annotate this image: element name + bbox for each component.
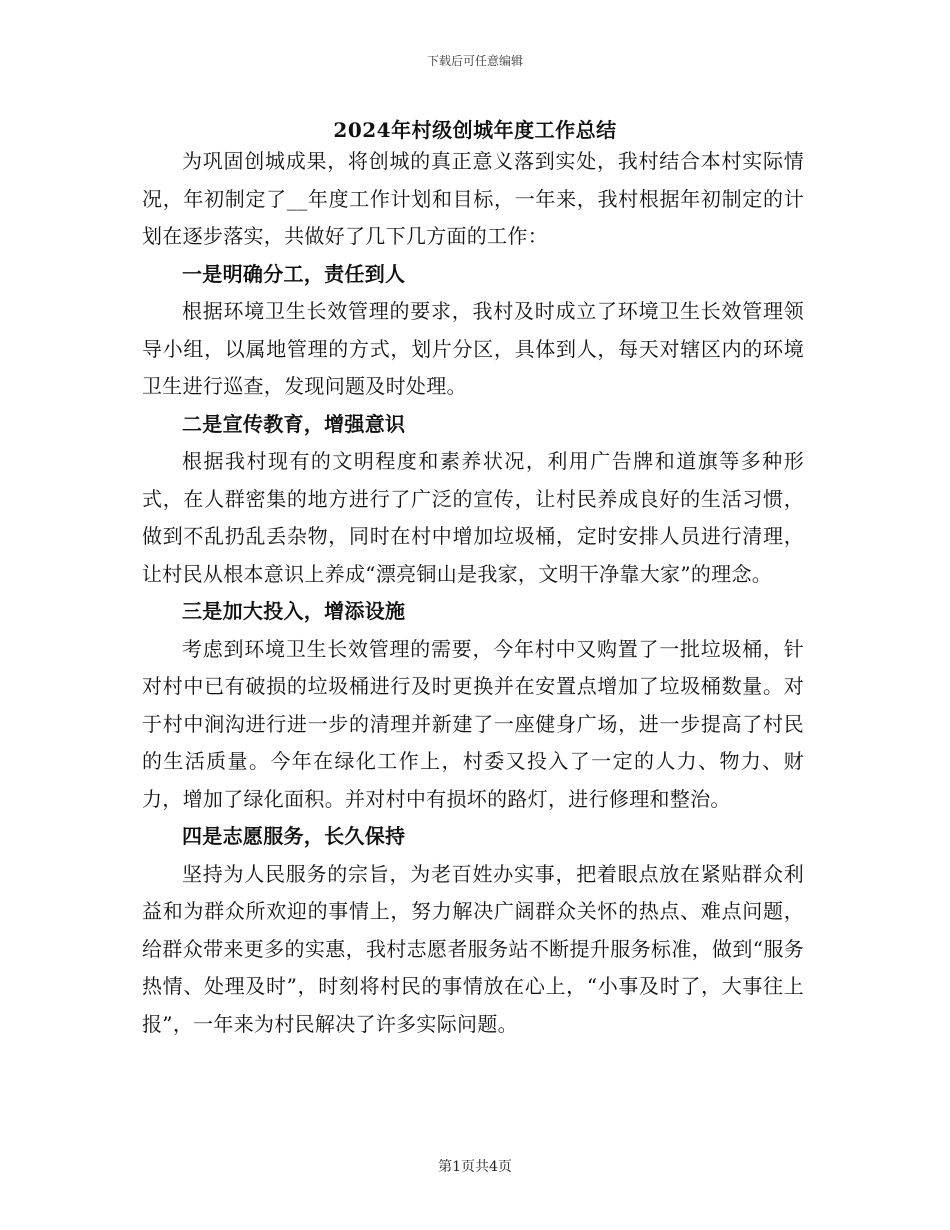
section-paragraph-1: 根据环境卫生长效管理的要求，我村及时成立了环境卫生长效管理领导小组，以属地管理的方式，划片分区，具体到人，每天对辖区内的环境卫生进行巡查，发现问题及时处理。 [142,299,804,398]
header-note: 下载后可任意编辑 [426,54,523,68]
section-paragraph-2: 根据我村现有的文明程度和素养状况，利用广告牌和道旗等多种形式，在人群密集的地方进行了广泛的宣传，让村民养成良好的生活习惯，做到不乱扔乱丢杂物，同时在村中增加垃圾桶，定时安排人员进行清理，让村民从根本意识上养成“漂亮铜山是我家，文明干净靠大家”的理念。 [142,449,804,586]
document-body [142,143,804,1043]
section-heading-2: 二是宣传教育，增强意识 [182,411,406,436]
section-paragraph-4: 坚持为人民服务的宗旨，为老百姓办实事，把着眼点放在紧贴群众利益和为群众所欢迎的事情上，努力解决广阔群众关怀的热点、难点问题，给群众带来更多的实惠，我村志愿者服务站不断提升服务标准，做到“服务热情、处理及时”，时刻将村民的事情放在心上，“小事及时了，大事往上报”，一年来为村民解决了许多实际问题。 [142,861,804,1036]
section-heading-4: 四是志愿服务，长久保持 [182,824,406,848]
document-title: 2024年村级创城年度工作总结 [333,118,617,142]
page-number: 第1页共4页 [438,1159,512,1175]
section-heading-1: 一是明确分工，责任到人 [182,261,406,286]
intro-paragraph: 为巩固创城成果，将创城的真正意义落到实处，我村结合本村实际情况，年初制定了__年度工作计划和目标，一年来，我村根据年初制定的计划在逐步落实，共做好了几下几方面的工作： [142,149,804,248]
section-paragraph-3: 考虑到环境卫生长效管理的需要，今年村中又购置了一批垃圾桶，针对村中已有破损的垃圾桶进行及时更换并在安置点增加了垃圾桶数量。对于村中涧沟进行进一步的清理并新建了一座健身广场，进一步提高了村民的生活质量。今年在绿化工作上，村委又投入了一定的人力、物力、财力，增加了绿化面积。并对村中有损坏的路灯，进行修理和整治。 [142,636,804,811]
section-heading-3: 三是加大投入，增添设施 [182,599,406,623]
